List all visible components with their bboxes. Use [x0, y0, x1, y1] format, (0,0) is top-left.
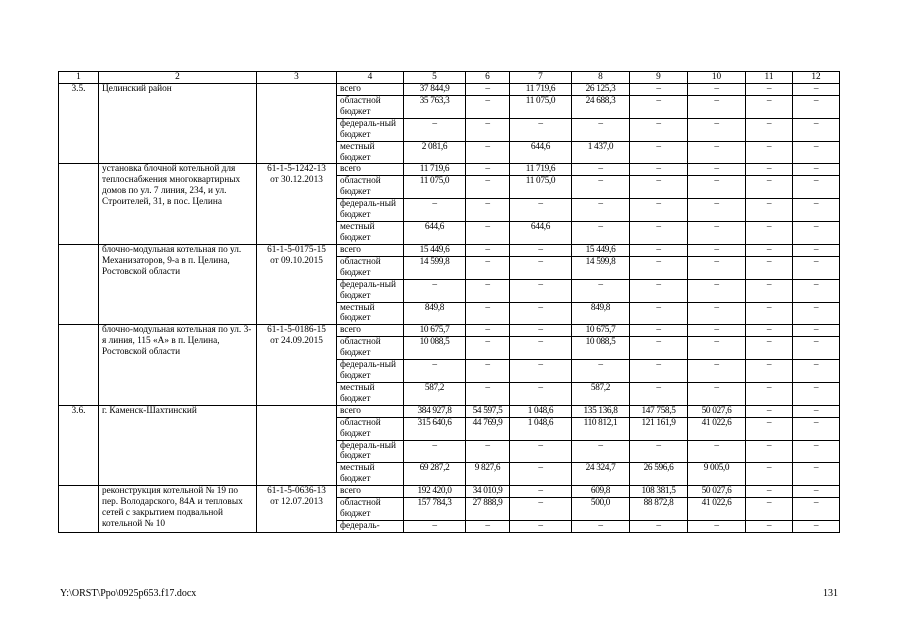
amount-cell: –	[793, 360, 840, 383]
amount-cell: 108 381,5	[630, 486, 688, 498]
amount-cell: 1 048,6	[510, 417, 572, 440]
amount-cell: 9 005,0	[688, 463, 746, 486]
amount-cell: –	[688, 118, 746, 141]
item-number	[59, 164, 99, 244]
amount-cell: –	[630, 164, 688, 176]
amount-cell: –	[793, 498, 840, 521]
amount-cell: 88 872,8	[630, 498, 688, 521]
amount-cell: 849,8	[572, 302, 630, 325]
amount-cell: –	[510, 440, 572, 463]
amount-cell: 587,2	[572, 382, 630, 405]
amount-cell: –	[466, 279, 510, 302]
amount-cell: –	[466, 199, 510, 222]
amount-cell: –	[688, 360, 746, 383]
amount-cell: 2 081,6	[404, 141, 466, 164]
funding-source: областной бюджет	[337, 256, 404, 279]
amount-cell: –	[746, 199, 793, 222]
amount-cell: –	[746, 96, 793, 119]
amount-cell: –	[688, 176, 746, 199]
amount-cell: 384 927,8	[404, 405, 466, 417]
amount-cell: 609,8	[572, 486, 630, 498]
amount-cell: 11 075,0	[510, 96, 572, 119]
amount-cell: 11 075,0	[404, 176, 466, 199]
column-number: 10	[688, 72, 746, 84]
amount-cell: 315 640,6	[404, 417, 466, 440]
amount-cell: –	[793, 486, 840, 498]
amount-cell: –	[746, 256, 793, 279]
table-row	[59, 164, 840, 176]
table-row	[59, 486, 840, 498]
column-number: 7	[510, 72, 572, 84]
amount-cell: –	[572, 279, 630, 302]
column-number: 9	[630, 72, 688, 84]
amount-cell: –	[688, 337, 746, 360]
amount-cell: 14 599,8	[572, 256, 630, 279]
amount-cell: 26 125,3	[572, 84, 630, 96]
amount-cell: –	[630, 325, 688, 337]
amount-cell: 121 161,9	[630, 417, 688, 440]
amount-cell: –	[510, 325, 572, 337]
funding-source: всего	[337, 325, 404, 337]
amount-cell: 9 827,6	[466, 463, 510, 486]
amount-cell: 50 027,6	[688, 405, 746, 417]
amount-cell: 41 022,6	[688, 417, 746, 440]
amount-cell: –	[793, 199, 840, 222]
amount-cell: –	[572, 164, 630, 176]
amount-cell: –	[793, 325, 840, 337]
amount-cell: –	[466, 96, 510, 119]
amount-cell: –	[404, 521, 466, 533]
amount-cell: –	[404, 279, 466, 302]
amount-cell: –	[746, 279, 793, 302]
amount-cell: –	[793, 521, 840, 533]
amount-cell: –	[630, 256, 688, 279]
amount-cell: –	[793, 382, 840, 405]
amount-cell: 1 048,6	[510, 405, 572, 417]
amount-cell: 587,2	[404, 382, 466, 405]
amount-cell: –	[746, 141, 793, 164]
amount-cell: 26 596,6	[630, 463, 688, 486]
amount-cell: –	[466, 440, 510, 463]
amount-cell: –	[793, 176, 840, 199]
amount-cell: –	[746, 337, 793, 360]
amount-cell: 644,6	[510, 222, 572, 245]
document-number: 61-1-5-0186-15	[267, 325, 326, 336]
amount-cell: 11 719,6	[510, 84, 572, 96]
amount-cell: –	[630, 84, 688, 96]
amount-cell: 644,6	[510, 141, 572, 164]
item-name: Целинский район	[99, 84, 257, 164]
column-number: 4	[337, 72, 404, 84]
amount-cell: 849,8	[404, 302, 466, 325]
amount-cell: –	[688, 96, 746, 119]
amount-cell: 27 888,9	[466, 498, 510, 521]
amount-cell: –	[793, 96, 840, 119]
amount-cell: –	[466, 302, 510, 325]
funding-source: всего	[337, 164, 404, 176]
amount-cell: 44 769,9	[466, 417, 510, 440]
funding-source: областной бюджет	[337, 96, 404, 119]
amount-cell: –	[466, 382, 510, 405]
item-number	[59, 486, 99, 533]
amount-cell: –	[793, 222, 840, 245]
amount-cell: 110 812,1	[572, 417, 630, 440]
funding-source: федераль-	[337, 521, 404, 533]
amount-cell: 10 088,5	[572, 337, 630, 360]
document-date: от 24.09.2015	[270, 336, 323, 347]
funding-source: местный бюджет	[337, 463, 404, 486]
funding-source: всего	[337, 244, 404, 256]
document-date: от 12.07.2013	[270, 497, 323, 508]
amount-cell: –	[510, 463, 572, 486]
amount-cell: –	[630, 360, 688, 383]
amount-cell: –	[510, 486, 572, 498]
funding-source: всего	[337, 486, 404, 498]
table-body	[59, 72, 840, 533]
item-number: 3.6.	[59, 405, 99, 485]
amount-cell: –	[510, 199, 572, 222]
amount-cell: 15 449,6	[572, 244, 630, 256]
funding-source: местный бюджет	[337, 141, 404, 164]
funding-source: областной бюджет	[337, 337, 404, 360]
expertise-document	[257, 405, 337, 485]
amount-cell: –	[793, 302, 840, 325]
amount-cell: 11 719,6	[510, 164, 572, 176]
table-row	[59, 405, 840, 417]
amount-cell: –	[746, 325, 793, 337]
amount-cell: –	[688, 84, 746, 96]
amount-cell: –	[688, 244, 746, 256]
amount-cell: –	[630, 279, 688, 302]
amount-cell: 644,6	[404, 222, 466, 245]
funding-source: федераль-ный бюджет	[337, 360, 404, 383]
amount-cell: –	[630, 521, 688, 533]
expertise-document	[257, 244, 337, 324]
amount-cell: 147 758,5	[630, 405, 688, 417]
document-number: 61-1-5-1242-13	[267, 164, 326, 175]
amount-cell: –	[404, 199, 466, 222]
amount-cell: 14 599,8	[404, 256, 466, 279]
amount-cell: –	[630, 176, 688, 199]
amount-cell: –	[510, 498, 572, 521]
amount-cell: –	[746, 164, 793, 176]
amount-cell: 192 420,0	[404, 486, 466, 498]
amount-cell: –	[793, 337, 840, 360]
amount-cell: –	[630, 222, 688, 245]
table-row	[59, 84, 840, 96]
amount-cell: –	[510, 337, 572, 360]
amount-cell: –	[466, 141, 510, 164]
column-number: 11	[746, 72, 793, 84]
amount-cell: –	[746, 244, 793, 256]
funding-source: федераль-ный бюджет	[337, 279, 404, 302]
item-name: блочно-модульная котельная по ул. 3-я линия, 115 «А» в п. Целина, Ростовской области	[99, 325, 257, 405]
amount-cell: –	[793, 164, 840, 176]
amount-cell: –	[688, 164, 746, 176]
amount-cell: –	[746, 463, 793, 486]
amount-cell: –	[746, 176, 793, 199]
amount-cell: –	[466, 222, 510, 245]
amount-cell: –	[572, 118, 630, 141]
amount-cell: –	[404, 360, 466, 383]
amount-cell: –	[793, 417, 840, 440]
amount-cell: –	[746, 222, 793, 245]
amount-cell: –	[510, 256, 572, 279]
amount-cell: –	[466, 337, 510, 360]
amount-cell: –	[404, 118, 466, 141]
document-number: 61-1-5-0636-13	[267, 486, 326, 497]
amount-cell: –	[572, 222, 630, 245]
amount-cell: –	[466, 325, 510, 337]
funding-source: всего	[337, 405, 404, 417]
item-name: г. Каменск-Шахтинский	[99, 405, 257, 485]
amount-cell: 41 022,6	[688, 498, 746, 521]
amount-cell: –	[404, 440, 466, 463]
amount-cell: –	[572, 176, 630, 199]
column-number: 2	[99, 72, 257, 84]
amount-cell: 10 675,7	[572, 325, 630, 337]
amount-cell: –	[630, 141, 688, 164]
amount-cell: –	[746, 417, 793, 440]
amount-cell: –	[688, 199, 746, 222]
amount-cell: –	[746, 118, 793, 141]
amount-cell: –	[510, 382, 572, 405]
amount-cell: –	[466, 360, 510, 383]
amount-cell: –	[688, 382, 746, 405]
amount-cell: –	[688, 302, 746, 325]
amount-cell: 10 675,7	[404, 325, 466, 337]
column-number: 1	[59, 72, 99, 84]
amount-cell: –	[688, 521, 746, 533]
amount-cell: –	[466, 176, 510, 199]
amount-cell: 50 027,6	[688, 486, 746, 498]
amount-cell: 11 719,6	[404, 164, 466, 176]
amount-cell: –	[746, 302, 793, 325]
amount-cell: –	[793, 463, 840, 486]
amount-cell: –	[688, 279, 746, 302]
item-number	[59, 325, 99, 405]
amount-cell: 15 449,6	[404, 244, 466, 256]
funding-source: областной бюджет	[337, 498, 404, 521]
amount-cell: –	[746, 382, 793, 405]
amount-cell: –	[688, 440, 746, 463]
amount-cell: –	[630, 199, 688, 222]
amount-cell: –	[746, 360, 793, 383]
column-number: 12	[793, 72, 840, 84]
funding-source: федераль-ный бюджет	[337, 199, 404, 222]
amount-cell: 157 784,3	[404, 498, 466, 521]
amount-cell: –	[688, 325, 746, 337]
funding-source: местный бюджет	[337, 222, 404, 245]
amount-cell: –	[510, 360, 572, 383]
amount-cell: –	[746, 521, 793, 533]
item-name: установка блочной котельной для теплоснабжения многоквартирных домов по ул. 7 линия, 234, и ул. Строителей, 31, в пос. Целина	[99, 164, 257, 244]
amount-cell: –	[630, 337, 688, 360]
amount-cell: –	[630, 118, 688, 141]
amount-cell: 11 075,0	[510, 176, 572, 199]
column-number: 8	[572, 72, 630, 84]
funding-source: федераль-ный бюджет	[337, 118, 404, 141]
amount-cell: 10 088,5	[404, 337, 466, 360]
amount-cell: –	[466, 244, 510, 256]
funding-source: федераль-ный бюджет	[337, 440, 404, 463]
funding-source: областной бюджет	[337, 417, 404, 440]
file-path: Y:\ORST\Ppo\0925p653.f17.docx	[60, 588, 197, 599]
expertise-document	[257, 84, 337, 164]
amount-cell: –	[746, 440, 793, 463]
funding-source: всего	[337, 84, 404, 96]
document-date: от 30.12.2013	[270, 175, 323, 186]
amount-cell: –	[793, 256, 840, 279]
amount-cell: –	[572, 521, 630, 533]
table-row	[59, 244, 840, 256]
amount-cell: –	[510, 521, 572, 533]
column-number-row	[59, 72, 840, 84]
amount-cell: –	[466, 84, 510, 96]
amount-cell: –	[746, 405, 793, 417]
amount-cell: –	[510, 279, 572, 302]
amount-cell: 37 844,9	[404, 84, 466, 96]
expertise-document	[257, 486, 337, 533]
document-number: 61-1-5-0175-15	[267, 244, 326, 255]
item-name: реконструкция котельной № 19 по пер. Володарского, 84А и тепловых сетей с закрытием подвальной котельной № 10	[99, 486, 257, 533]
amount-cell: 24 324,7	[572, 463, 630, 486]
page-number: 131	[823, 588, 838, 599]
amount-cell: 24 688,3	[572, 96, 630, 119]
expertise-document	[257, 164, 337, 244]
amount-cell: –	[510, 244, 572, 256]
amount-cell: –	[793, 405, 840, 417]
table-row	[59, 325, 840, 337]
amount-cell: 1 437,0	[572, 141, 630, 164]
amount-cell: –	[630, 440, 688, 463]
amount-cell: 35 763,3	[404, 96, 466, 119]
amount-cell: –	[572, 199, 630, 222]
amount-cell: –	[688, 141, 746, 164]
item-name: блочно-модульная котельная по ул. Механизаторов, 9-а в п. Целина, Ростовской области	[99, 244, 257, 324]
amount-cell: 500,0	[572, 498, 630, 521]
amount-cell: 69 287,2	[404, 463, 466, 486]
amount-cell: –	[688, 222, 746, 245]
amount-cell: –	[746, 498, 793, 521]
amount-cell: –	[746, 84, 793, 96]
budget-table	[58, 71, 840, 533]
amount-cell: –	[793, 279, 840, 302]
item-number: 3.5.	[59, 84, 99, 164]
amount-cell: –	[572, 360, 630, 383]
amount-cell: –	[466, 256, 510, 279]
amount-cell: –	[630, 382, 688, 405]
expertise-document	[257, 325, 337, 405]
column-number: 5	[404, 72, 466, 84]
amount-cell: –	[793, 440, 840, 463]
amount-cell: –	[510, 302, 572, 325]
column-number: 6	[466, 72, 510, 84]
document-date: от 09.10.2015	[270, 255, 323, 266]
amount-cell: –	[793, 118, 840, 141]
funding-source: местный бюджет	[337, 302, 404, 325]
amount-cell: –	[793, 141, 840, 164]
funding-source: местный бюджет	[337, 382, 404, 405]
funding-source: областной бюджет	[337, 176, 404, 199]
amount-cell: –	[793, 84, 840, 96]
amount-cell: 135 136,8	[572, 405, 630, 417]
amount-cell: –	[688, 256, 746, 279]
amount-cell: –	[466, 164, 510, 176]
amount-cell: –	[466, 118, 510, 141]
amount-cell: –	[630, 96, 688, 119]
amount-cell: –	[793, 244, 840, 256]
column-number: 3	[257, 72, 337, 84]
amount-cell: –	[572, 440, 630, 463]
amount-cell: –	[630, 244, 688, 256]
amount-cell: –	[630, 302, 688, 325]
amount-cell: –	[746, 486, 793, 498]
amount-cell: –	[510, 118, 572, 141]
amount-cell: –	[466, 521, 510, 533]
item-number	[59, 244, 99, 324]
amount-cell: 34 010,9	[466, 486, 510, 498]
amount-cell: 54 597,5	[466, 405, 510, 417]
